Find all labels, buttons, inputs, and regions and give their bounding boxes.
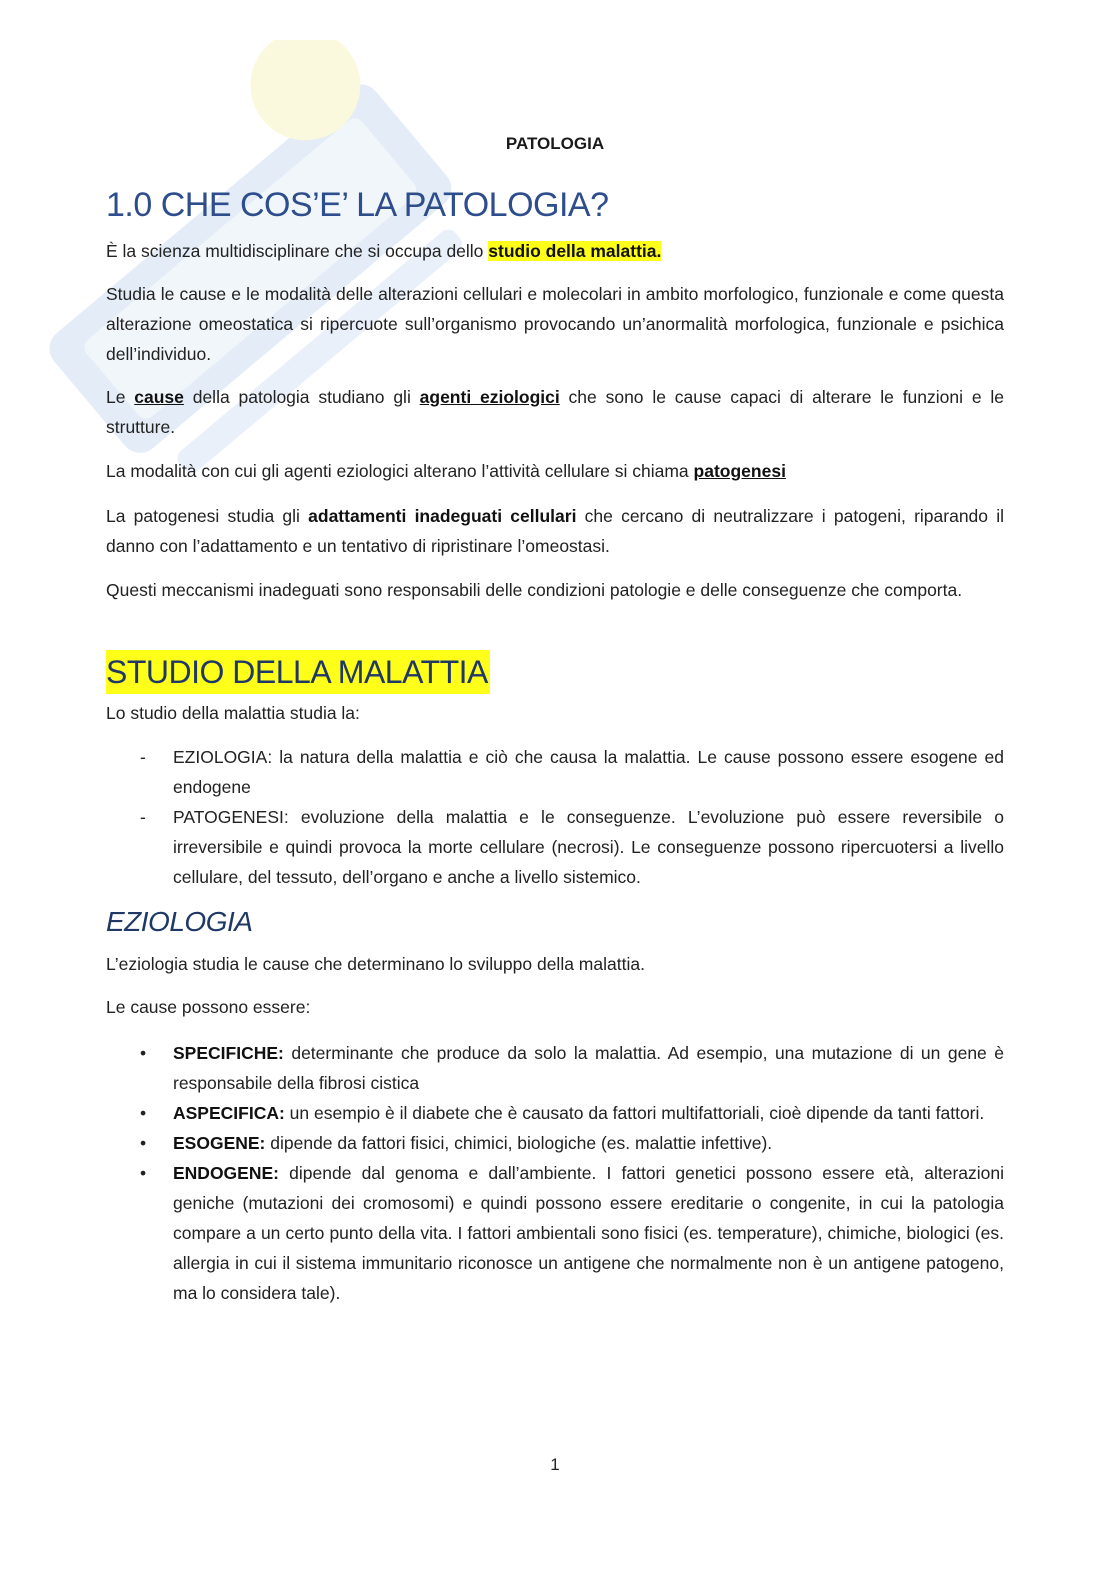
causes-text-a: Le <box>106 387 135 407</box>
paragraph-studies-causes: Studia le cause e le modalità delle alterazioni cellulari e molecolari in ambito morfologico, funzionale e come questa alterazione omeostatica si ripercuote sull’organismo provocando un’anormalità morfologica, funzionale e psichica dell’individuo. <box>106 284 1004 364</box>
page-number: 1 <box>550 1455 560 1474</box>
study-list <box>106 742 1004 892</box>
term-agenti-eziologici: agenti eziologici <box>419 387 560 407</box>
paragraph-definition <box>106 236 1004 266</box>
pathogenesis-text-b: che cercano di neutralizzare i patogeni, riparando il danno con l’adattamento e un tentativo di ripristinare l’omeostasi. <box>106 506 1004 556</box>
list-item-text: PATOGENESI: evoluzione della malattia e le conseguenze. L’evoluzione può essere reversibile o irreversibile e quindi provoca la morte cellulare (necrosi). Le conseguenze possono ripercuotersi a livello cellulare, del tessuto, dell’organo e anche a livello sistemico. <box>173 807 1004 887</box>
term-cause: cause <box>134 387 184 407</box>
bullet-marker: • <box>140 1103 147 1123</box>
paragraph-study-intro: Lo studio della malattia studia la: <box>106 703 360 723</box>
modality-text: La modalità con cui gli agenti eziologici alterano l’attività cellulare si chiama <box>106 461 694 481</box>
term-adattamenti: adattamenti inadeguati cellulari <box>308 506 577 526</box>
list-item <box>106 742 1004 802</box>
causes-text-c: che sono le cause capaci di alterare le funzioni e le strutture. <box>106 387 1004 437</box>
causes-text-b: della patologia studiano gli <box>183 387 420 407</box>
term-esogene: ESOGENE: <box>173 1133 266 1153</box>
list-item-text: un esempio è il diabete che è causato da fattori multifattoriali, cioè dipende da tanti fattori. <box>284 1103 985 1123</box>
list-item-text: dipende da fattori fisici, chimici, biologiche (es. malattie infettive). <box>265 1133 773 1153</box>
list-item-text: EZIOLOGIA: la natura della malattia e ciò che causa la malattia. Le cause possono essere esogene ed endogene <box>173 747 1004 797</box>
dash-marker: - <box>140 747 146 767</box>
document-title: PATOLOGIA <box>505 134 605 153</box>
list-item <box>106 802 1004 892</box>
paragraph-pathogenesis <box>106 501 1004 561</box>
bullet-marker: • <box>140 1043 147 1063</box>
highlight-study-of-disease: studio della malattia. <box>488 241 662 261</box>
section-heading-study-of-disease: STUDIO DELLA MALATTIA <box>106 650 490 694</box>
list-item <box>106 1128 1004 1158</box>
definition-text: È la scienza multidisciplinare che si occupa dello <box>106 241 489 261</box>
term-patogenesi: patogenesi <box>693 461 786 481</box>
paragraph-eziologia-intro: L’eziologia studia le cause che determinano lo sviluppo della malattia. <box>106 954 645 974</box>
dash-marker: - <box>140 807 146 827</box>
list-item <box>106 1098 1004 1128</box>
list-item <box>106 1158 1004 1308</box>
paragraph-modality <box>106 456 1004 486</box>
term-specifiche: SPECIFICHE: <box>173 1043 284 1063</box>
term-endogene: ENDOGENE: <box>173 1163 279 1183</box>
pathogenesis-text-a: La patogenesi studia gli <box>106 506 309 526</box>
list-item-text: determinante che produce da solo la malattia. Ad esempio, una mutazione di un gene è responsabile della fibrosi cistica <box>173 1043 1004 1093</box>
section-heading-eziologia: EZIOLOGIA <box>106 906 253 937</box>
list-item-text: dipende dal genoma e dall’ambiente. I fattori genetici possono essere età, alterazioni geniche (mutazioni dei cromosomi) e quindi possono essere ereditarie o congenite, in cui la patologia compare a un certo punto della vita. I fattori ambientali sono fisici (es. temperature), chimiche, biologici (es. allergia in cui il sistema immunitario riconosce un antigene che normalmente non è un antigene patogeno, ma lo considera tale). <box>173 1163 1004 1303</box>
causes-list <box>106 1038 1004 1308</box>
list-item <box>106 1038 1004 1098</box>
paragraph-causes <box>106 382 1004 442</box>
section-heading-what-is-pathology: 1.0 CHE COS’E’ LA PATOLOGIA? <box>106 186 609 224</box>
paragraph-causes-intro: Le cause possono essere: <box>106 997 311 1017</box>
term-aspecifica: ASPECIFICA: <box>173 1103 285 1123</box>
bullet-marker: • <box>140 1133 147 1153</box>
paragraph-mechanisms: Questi meccanismi inadeguati sono responsabili delle condizioni patologie e delle conseguenze che comporta. <box>106 580 963 600</box>
bullet-marker: • <box>140 1163 147 1183</box>
